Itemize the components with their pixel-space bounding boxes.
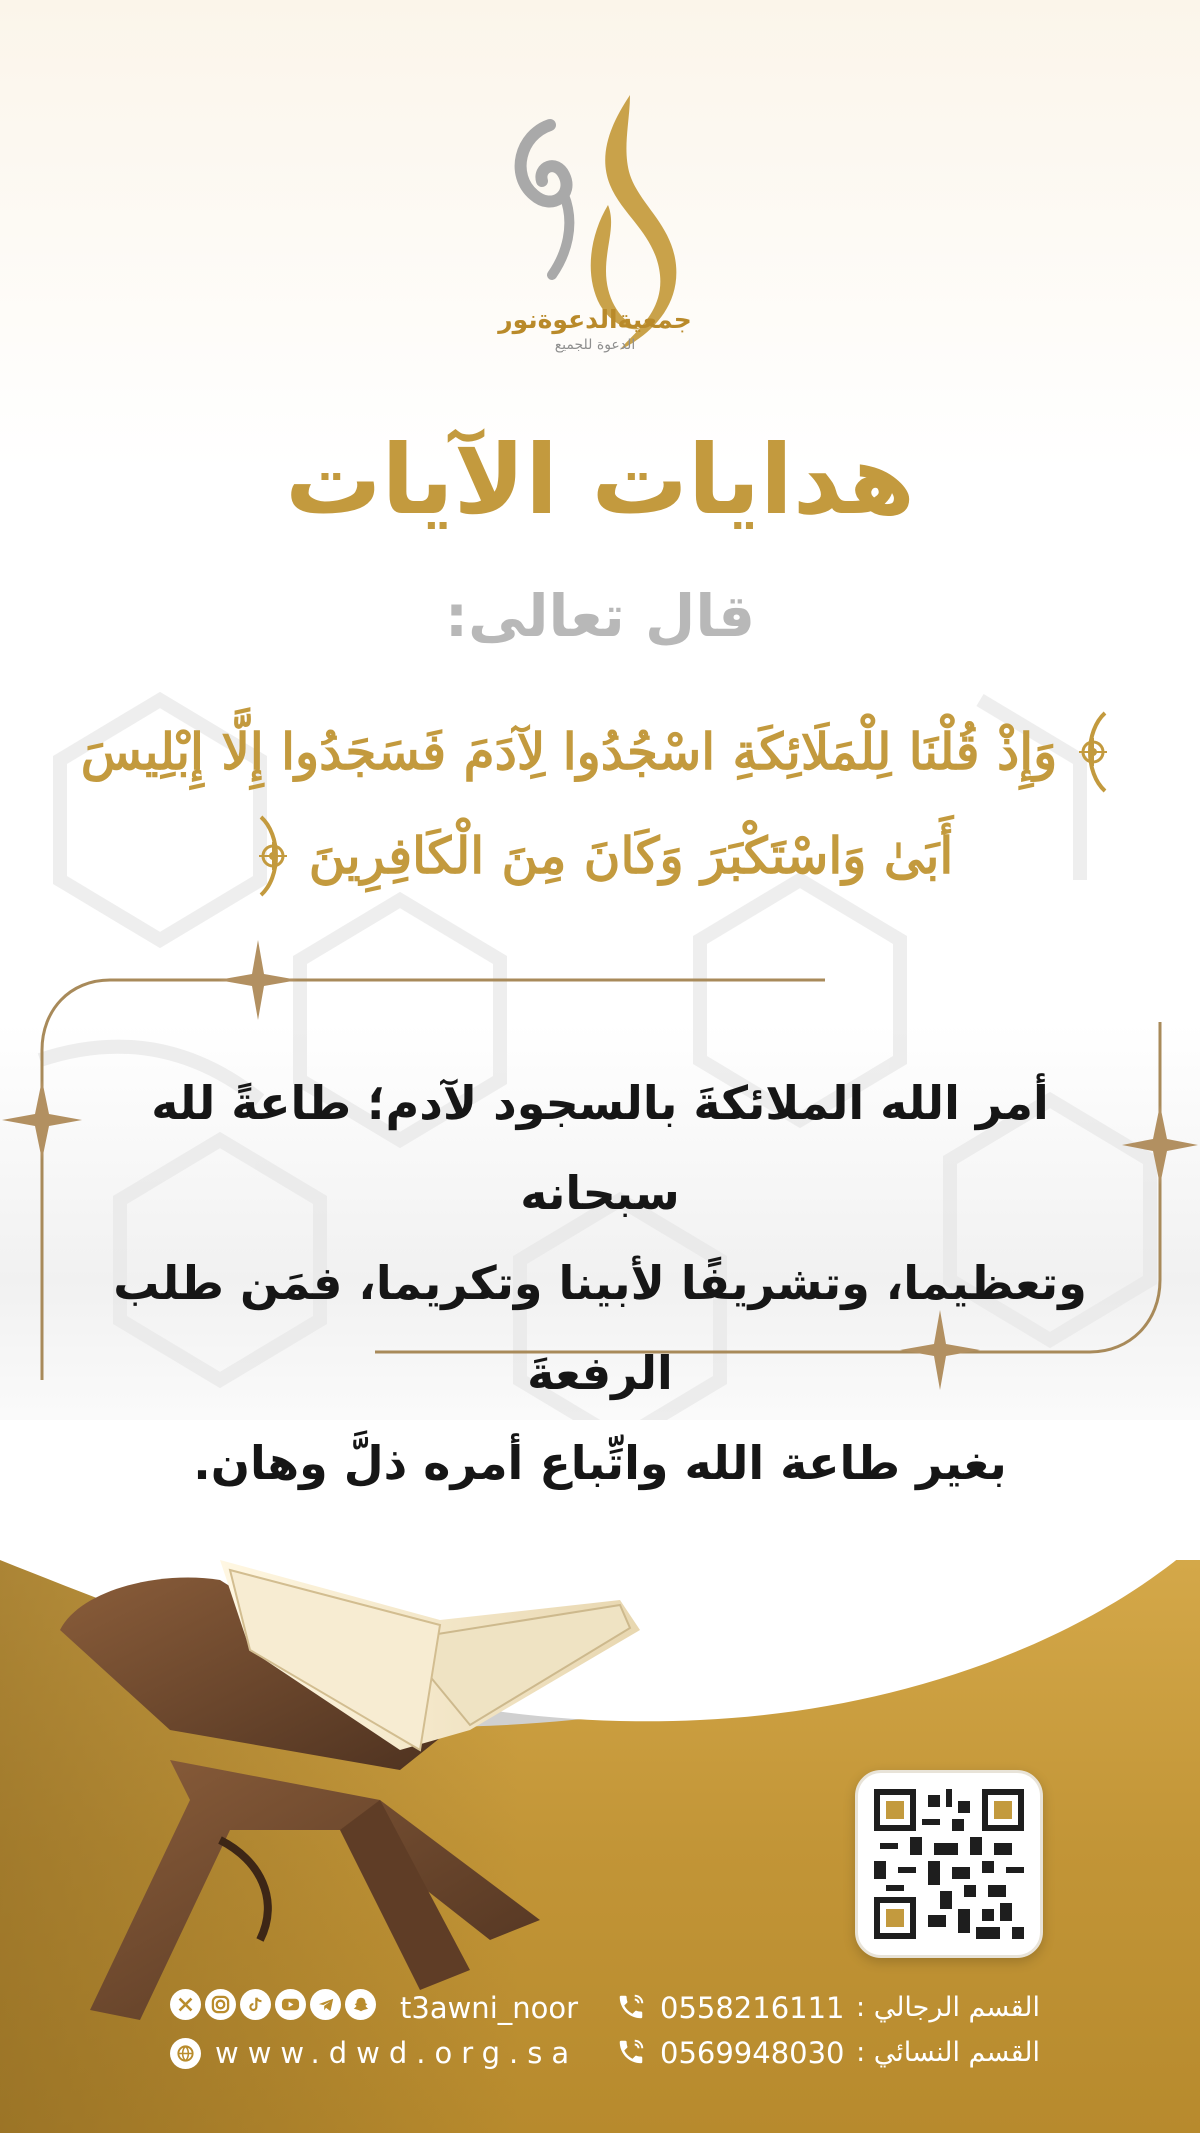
globe-icon (170, 2038, 201, 2069)
verse-text-line-2: أَبَىٰ وَاسْتَكْبَرَ وَكَانَ مِنَ الْكَافِرِينَ (308, 826, 954, 885)
reflection-line-2: وتعظيما، وتشريفًا لأبينا وتكريما، فمَن طلب الرفعةَ (113, 1256, 1087, 1400)
verse-intro: قال تعالى: (444, 582, 756, 650)
reflection-text (80, 1058, 1120, 1508)
women-phone[interactable]: 0569948030 (660, 2036, 845, 2070)
quran-verse (60, 700, 1140, 908)
social-icons (170, 1989, 376, 2020)
women-section-label: القسم النسائي : (856, 2037, 1040, 2068)
phone-icon (616, 1992, 646, 2022)
organization-tagline: الدعوة للجميع (554, 337, 636, 353)
qr-code[interactable] (855, 1770, 1043, 1958)
reflection-line-1: أمر الله الملائكةَ بالسجود لآدم؛ طاعةً لله سبحانه (151, 1076, 1049, 1220)
telegram-icon[interactable] (310, 1989, 341, 2020)
men-section-label: القسم الرجالي : (856, 1992, 1040, 2023)
verse-close-ornament-icon (247, 811, 295, 901)
verse-text-line-1: وَإِذْ قُلْنَا لِلْمَلَائِكَةِ اسْجُدُوا لِآدَمَ فَسَجَدُوا إِلَّا إِبْلِيسَ (80, 722, 1058, 781)
verse-line-1 (60, 700, 1140, 804)
organization-name: جمعيةالدعوةنور (498, 305, 692, 334)
page-title: هدايات الآيات (285, 424, 915, 536)
snapchat-icon[interactable] (345, 1989, 376, 2020)
reflection-line-3: بغير طاعة الله واتِّباع أمره ذلَّ وهان. (193, 1436, 1007, 1490)
tiktok-icon[interactable] (240, 1989, 271, 2020)
quran-stand-illustration (20, 1500, 720, 2060)
star-ornament-icon (1122, 1105, 1198, 1185)
instagram-icon[interactable] (205, 1989, 236, 2020)
x-icon[interactable] (170, 1989, 201, 2020)
phone-icon (616, 2037, 646, 2067)
social-handle[interactable]: t3awni_noor (400, 1991, 579, 2025)
youtube-icon[interactable] (275, 1989, 306, 2020)
verse-line-2 (60, 804, 1140, 908)
star-ornament-icon (218, 940, 298, 1020)
star-ornament-icon (2, 1080, 82, 1160)
website-link[interactable]: www.dwd.org.sa (215, 2036, 579, 2070)
men-phone[interactable]: 0558216111 (660, 1991, 845, 2025)
verse-open-ornament-icon (1071, 707, 1119, 797)
qr-code-icon (874, 1789, 1024, 1939)
